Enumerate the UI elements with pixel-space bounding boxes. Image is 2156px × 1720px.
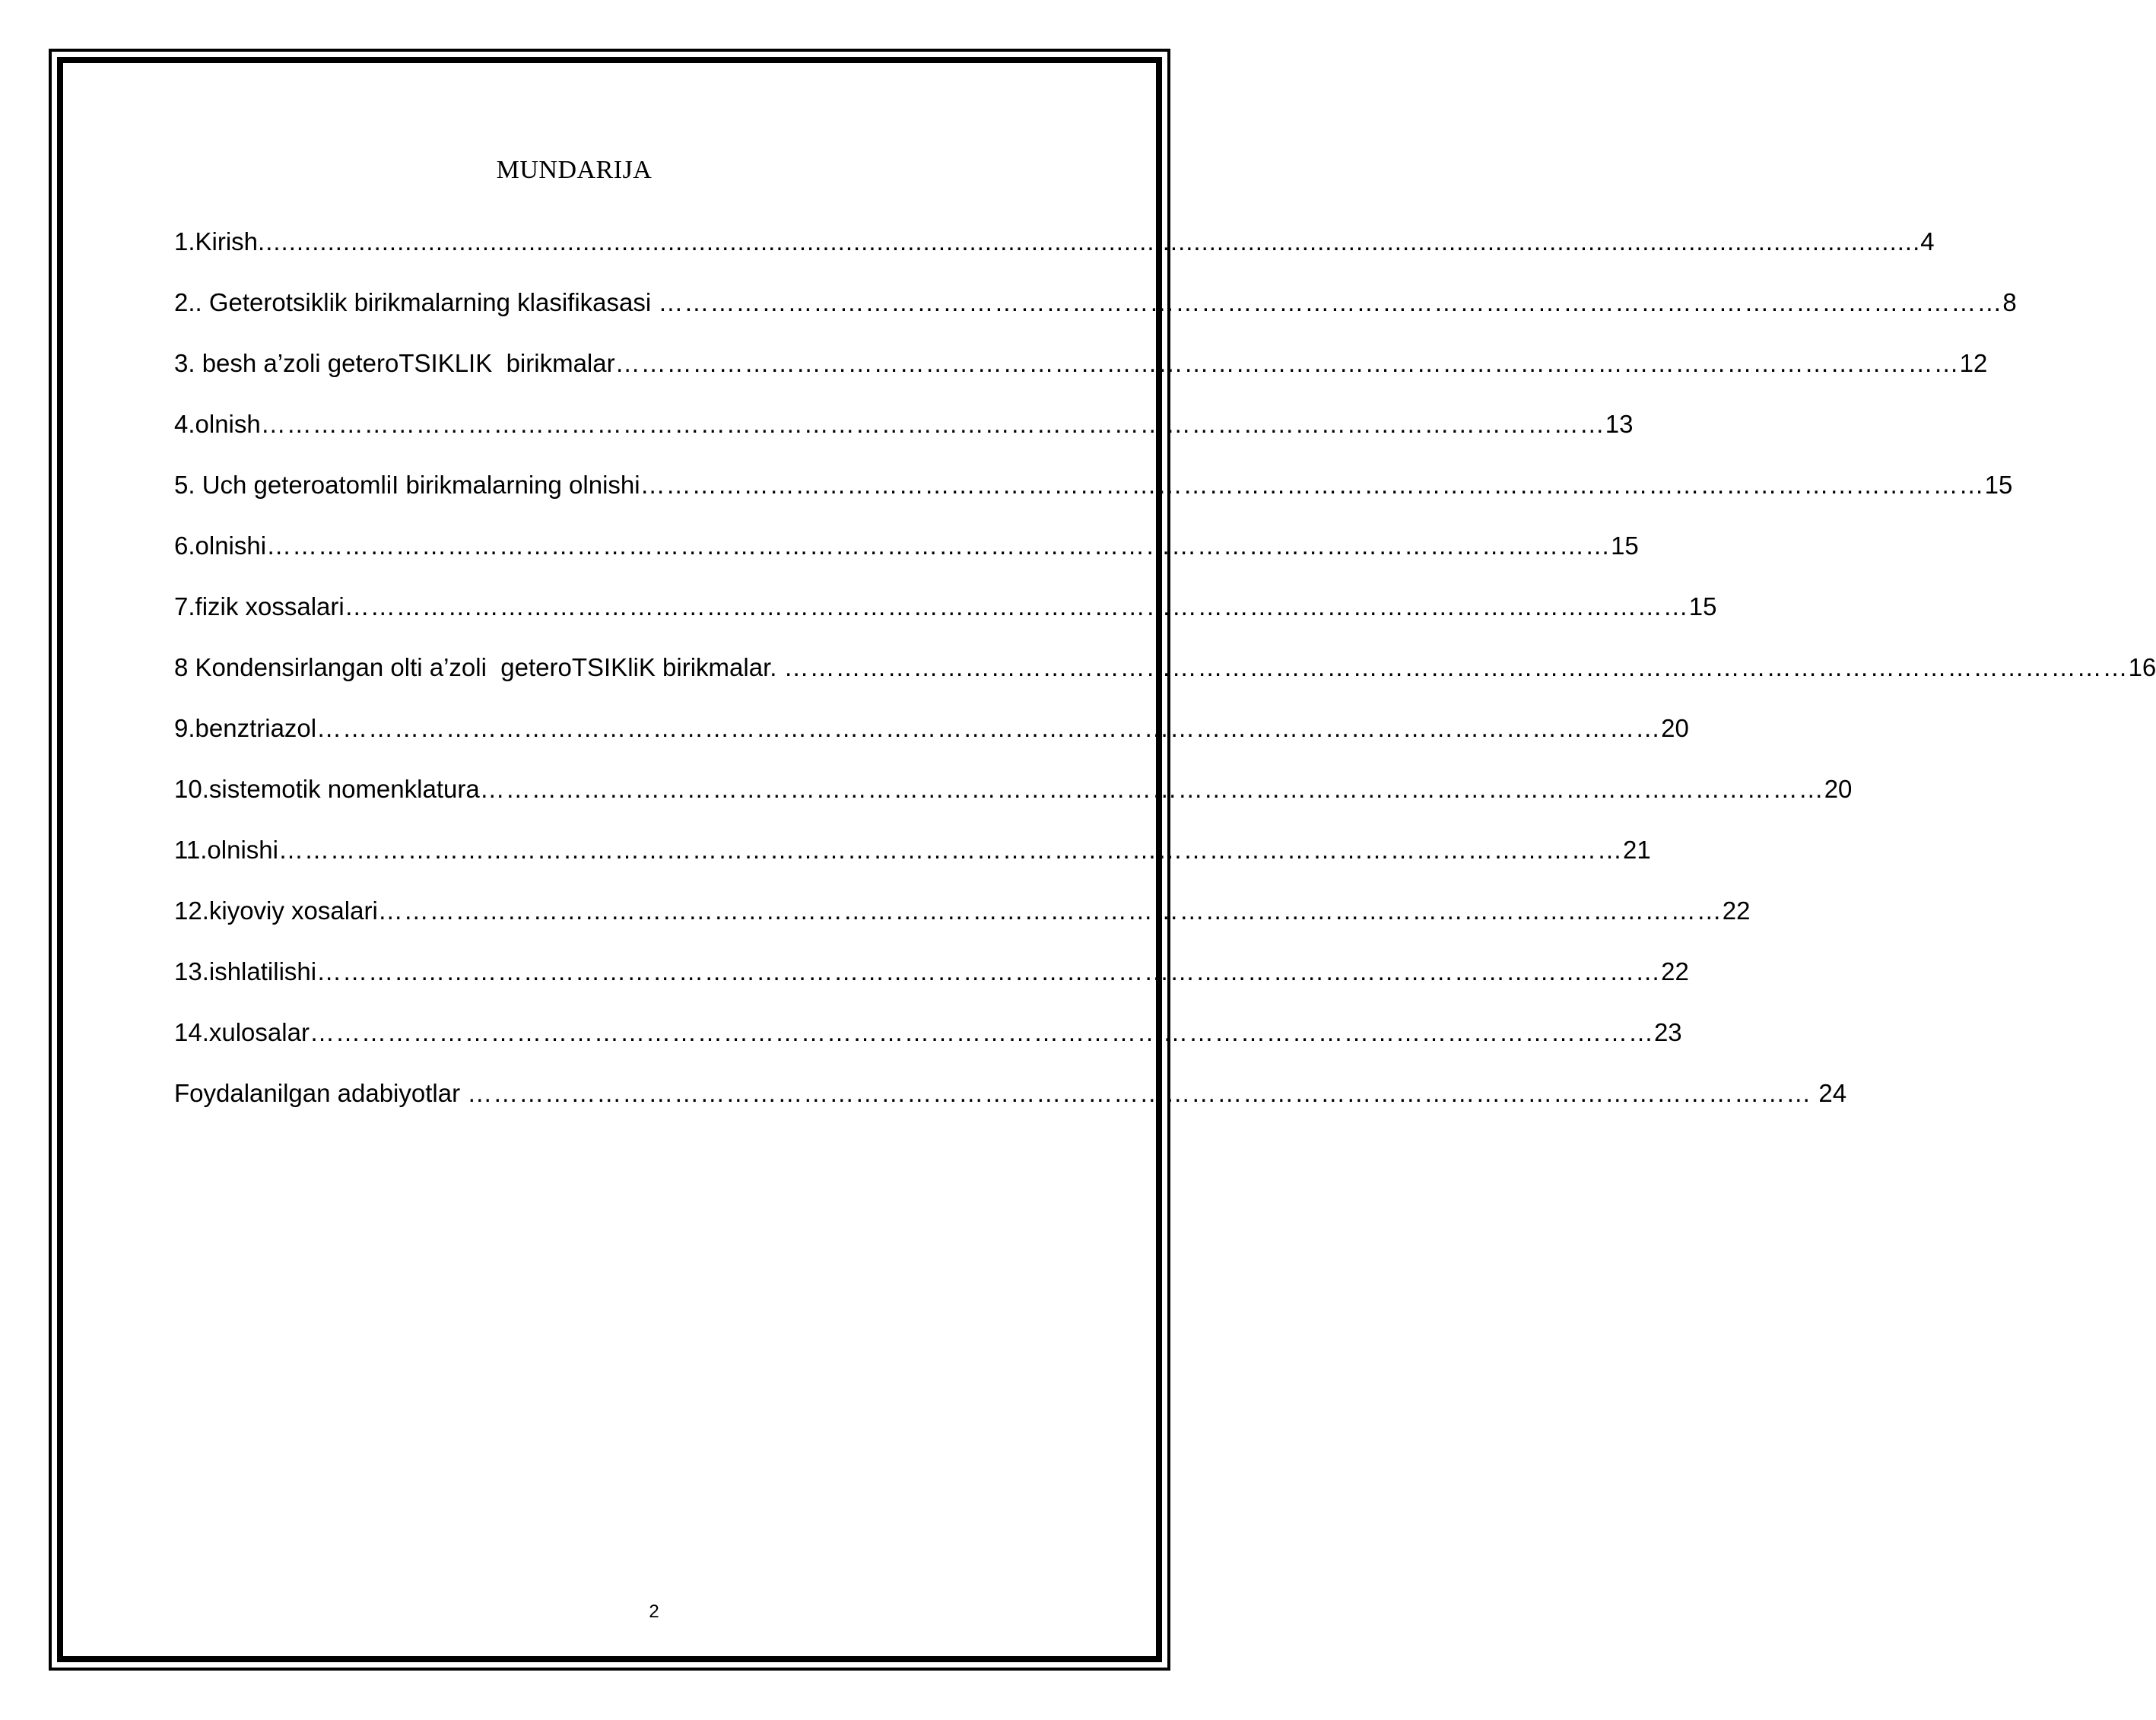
toc-entry: [174, 1078, 1847, 1139]
toc-leader-dots: …………………………………………………………………………………………………………………………………………: [260, 410, 1605, 438]
toc-entry: [174, 652, 2156, 713]
toc-entry: [174, 592, 1717, 652]
toc-entry-label: 2.. Geterotsiklik birikmalarning klasifikasasi: [174, 288, 659, 316]
toc-entry: [174, 531, 1639, 592]
toc-entry-page: 12: [1959, 349, 1988, 377]
toc-entry-page: 20: [1661, 714, 1689, 742]
toc-leader-dots: .......................................................................................................................................................................................................................: [258, 227, 1921, 255]
toc-entry-label: 9.benztriazol: [174, 714, 317, 742]
toc-entry: [174, 713, 1689, 774]
toc-entry-page: 16: [2128, 653, 2156, 681]
toc-entry-page: 15: [1984, 471, 2013, 499]
toc-entry-label: 7.fizik xossalari: [174, 592, 345, 620]
toc-entry-page: 24: [1811, 1079, 1847, 1107]
toc-entry-label: 5. Uch geteroatomliI birikmalarning olnishi: [174, 471, 640, 499]
toc-entry-page: 15: [1688, 592, 1717, 620]
toc-leader-dots: …………………………………………………………………………………………………………………………………………: [479, 775, 1824, 803]
toc-entry-page: 8: [2002, 288, 2017, 316]
toc-entry: [174, 348, 1988, 409]
toc-entry-page: 13: [1605, 410, 1634, 438]
toc-entry-label: Foydalanilgan adabiyotlar: [174, 1079, 468, 1107]
toc-entry: [174, 1017, 1682, 1078]
toc-leader-dots: …………………………………………………………………………………………………………………………………………: [783, 653, 2129, 681]
toc-entry-page: 4: [1920, 227, 1935, 255]
toc-entry-page: 21: [1622, 836, 1651, 864]
toc-entry-label: 12.kiyoviy xosalari: [174, 896, 378, 925]
toc-entry: [174, 957, 1689, 1017]
toc-leader-dots: …………………………………………………………………………………………………………………………………………: [278, 836, 1623, 864]
toc-leader-dots: …………………………………………………………………………………………………………………………………………: [344, 592, 1689, 620]
toc-entry-label: 8 Kondensirlangan olti a’zoli geteroTSIKliK birikmalar.: [174, 653, 784, 681]
toc-entry-label: 3. besh a’zoli geteroTSIKLIK birikmalar: [174, 349, 615, 377]
toc-entry-label: 14.xulosalar: [174, 1018, 310, 1046]
page-number: 2: [649, 1601, 659, 1622]
toc-leader-dots: …………………………………………………………………………………………………………………………………………: [377, 896, 1723, 925]
toc-entry-page: 22: [1722, 896, 1751, 925]
toc-entry-page: 20: [1824, 775, 1853, 803]
toc-entry-label: 10.sistemotik nomenklatura: [174, 775, 480, 803]
table-of-contents: [174, 227, 2156, 1139]
toc-leader-dots: …………………………………………………………………………………………………………………………………………: [266, 532, 1611, 560]
toc-entry-page: 22: [1661, 957, 1689, 985]
toc-entry: [174, 896, 1751, 957]
toc-entry: [174, 774, 1853, 835]
toc-entry-label: 13.ishlatilishi: [174, 957, 317, 985]
toc-entry-label: 11.olnishi: [174, 836, 278, 864]
toc-leader-dots: …………………………………………………………………………………………………………………………………………: [614, 349, 1960, 377]
toc-entry: [174, 287, 2017, 348]
toc-leader-dots: …………………………………………………………………………………………………………………………………………: [467, 1079, 1812, 1107]
toc-entry: [174, 227, 1935, 287]
toc-entry: [174, 409, 1634, 470]
toc-entry-label: 4.olnish: [174, 410, 261, 438]
toc-entry: [174, 835, 1651, 896]
document-title: MUNDARIJA: [496, 156, 653, 184]
toc-leader-dots: …………………………………………………………………………………………………………………………………………: [658, 288, 2003, 316]
toc-entry-page: 15: [1611, 532, 1639, 560]
toc-entry-page: 23: [1653, 1018, 1682, 1046]
toc-entry-label: 1.Kirish: [174, 227, 259, 255]
toc-entry: [174, 470, 2013, 531]
toc-leader-dots: …………………………………………………………………………………………………………………………………………: [640, 471, 1985, 499]
toc-entry-label: 6.olnishi: [174, 532, 267, 560]
toc-leader-dots: …………………………………………………………………………………………………………………………………………: [316, 957, 1662, 985]
toc-leader-dots: …………………………………………………………………………………………………………………………………………: [309, 1018, 1654, 1046]
toc-leader-dots: …………………………………………………………………………………………………………………………………………: [316, 714, 1662, 742]
